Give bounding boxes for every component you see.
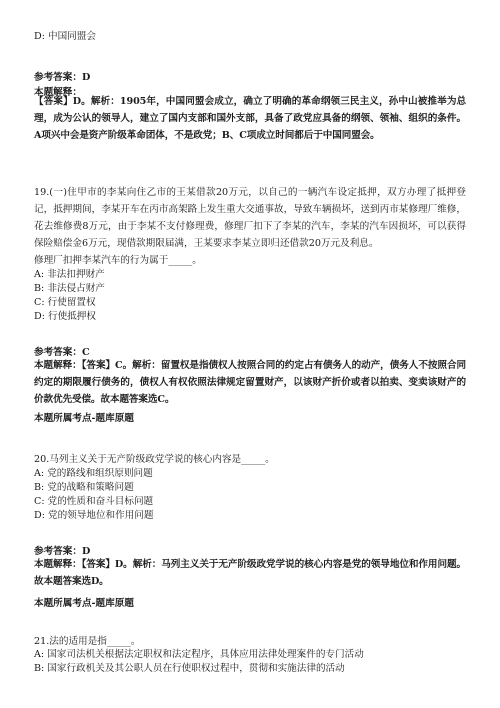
q19-question: 修理厂扣押李某汽车的行为属于_____。	[34, 255, 202, 266]
q19-option-d: D: 行使抵押权	[34, 311, 96, 322]
q19-explanation: 本题解释：【答案】C。解析：留置权是指债权人按照合同的约定占有债务人的动产，债务人不按照合同约定的期限履行债务的，债权人有权依照法律规定留置财产，以该财产折价或者以拍卖、变卖该财产的价款优先受偿。故本题答案选C。	[34, 360, 466, 405]
q20-explanation: 本题解释：【答案】D。解析：马列主义关于无产阶级政党学说的核心内容是党的领导地位和作用问题。故本题答案选D。	[34, 559, 466, 587]
q18-explanation: 【答案】D。解析：1905年，中国同盟会成立，确立了明确的革命纲领三民主义，孙中山被推举为总理，成为公认的领导人，建立了国内支部和国外支部，具备了政党应具备的纲领、领袖、组织的条件。A项兴中会是资产阶级革命团体，不是政党；B、C项成立时间都后于中国同盟会。	[34, 96, 466, 141]
q19-option-b: B: 非法侵占财产	[34, 283, 105, 294]
q20-stem: 20.马列主义关于无产阶级政党学说的核心内容是_____。	[34, 454, 275, 465]
q19-stem: 19.(一)住甲市的李某向住乙市的王某借款20万元，以自己的一辆汽车设定抵押，双方办理了抵押登记，抵押期间，李某开车在丙市高架路上发生重大交通事故，导致车辆损坏，送到丙市某修理厂维修，花去维修费8万元，由于李某不支付修理费，修理厂扣下了李某的汽车，李某的汽车因损坏，可以获得保险赔偿金6万元，现借款期限届满，王某要求李某立即归还借款20万元及利息。	[34, 187, 466, 249]
q18-explain-label: 本题解释：	[34, 87, 82, 98]
q20-answer: 参考答案：D	[34, 546, 91, 557]
q19-option-a: A: 非法扣押财产	[34, 269, 105, 280]
q19-option-c: C: 行使留置权	[34, 297, 96, 308]
q20-option-d: D: 党的领导地位和作用问题	[34, 510, 154, 521]
q21-stem: 21.法的适用是指_____。	[34, 636, 141, 647]
q20-source: 本题所属考点-题库原题	[34, 598, 134, 609]
q21-option-b: B: 国家行政机关及其公职人员在行使职权过程中，贯彻和实施法律的活动	[34, 663, 345, 674]
q20-option-a: A: 党的路线和组织原则问题	[34, 468, 153, 479]
q21-option-a: A: 国家司法机关根据法定职权和法定程序，具体应用法律处理案件的专门活动	[34, 649, 364, 660]
q20-option-c: C: 党的性质和奋斗目标问题	[34, 496, 154, 507]
q18-answer: 参考答案：D	[34, 72, 91, 83]
q19-source: 本题所属考点-题库原题	[34, 413, 134, 424]
q19-answer: 参考答案：C	[34, 347, 90, 358]
q20-option-b: B: 党的战略和策略问题	[34, 482, 134, 493]
q18-option-d: D: 中国同盟会	[34, 31, 96, 42]
